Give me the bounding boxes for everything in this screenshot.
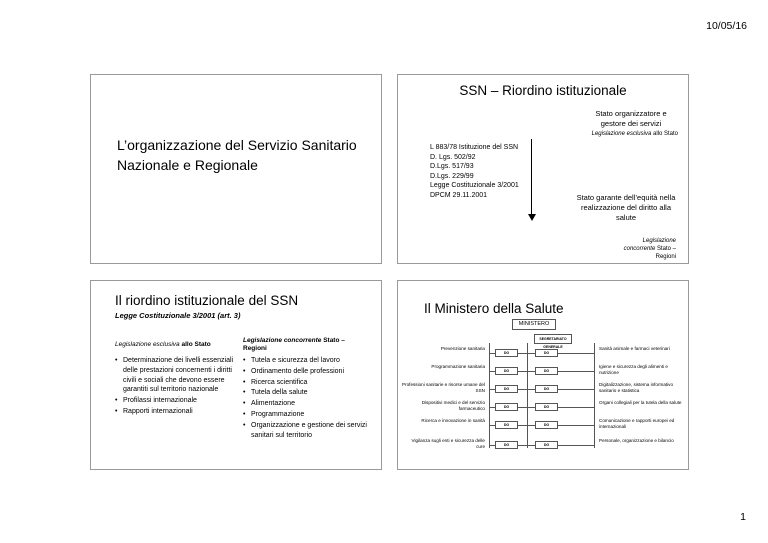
list-item: • Alimentazione [243,399,373,409]
dg-box: DG [535,385,558,393]
slide-2 [397,74,689,264]
concurrent-list [243,356,373,440]
list-item: • Determinazione dei livelli essenziali delle prestazioni concernenti i diritti civili e sociali che devono essere garantiti sul territorio nazionale [115,356,235,395]
directorate-right-label: Sanità animale e farmaci veterinari [599,346,670,351]
exclusive-legislation-italic: Legislazione esclusiva [591,131,652,137]
connector-line [518,371,527,372]
list-item: • Ricerca scientifica [243,378,373,388]
dg-box: DG [535,441,558,449]
list-item: • Tutela e sicurezza del lavoro [243,356,373,366]
directorate-right-label: Digitalizzazione, sistema informativo sanitario e statistica [599,382,674,393]
directorate-right-label: Igiene e sicurezza degli alimenti e nutrizione [599,364,668,375]
connector-line [558,445,594,446]
directorate-left-label: Ricerca e innovazione in sanità [421,418,485,423]
directorate-left-label: Prevenzione sanitaria [440,346,485,351]
law-item: D. Lgs. 502/92 [430,153,476,161]
dg-box: DG [495,441,518,449]
connector-line [558,407,594,408]
connector-line [518,389,527,390]
concurrent-legislation-rest: Stato – Regioni [655,246,676,260]
concurrent-legislation-italic: Legislazione concorrente [623,238,676,252]
dg-box: DG [495,421,518,429]
law-item: DPCM 29.11.2001 [430,191,488,199]
org-chart-row [398,345,688,359]
list-item: • Tutela della salute [243,388,373,398]
law-item: Legge Costituzionale 3/2001 [430,182,519,190]
connector-line [527,445,535,446]
slide-3-subtitle: Legge Costituzionale 3/2001 (art. 3) [115,311,241,320]
laws-list [430,143,519,201]
slide-3-title: Il riordino istituzionale del SSN [115,293,299,308]
list-item: • Ordinamento delle professioni [243,367,373,377]
exclusive-column-heading [115,341,211,348]
concurrent-heading-italic: Legislazione concorrente [243,337,322,344]
org-chart-row [398,381,688,395]
org-chart-row [398,437,688,451]
page-number: 1 [740,511,746,523]
connector-line [518,445,527,446]
page-date: 10/05/16 [706,20,747,32]
dg-box: DG [535,421,558,429]
dg-box: DG [535,403,558,411]
connector-line [558,353,594,354]
dg-box: DG [535,367,558,375]
slide-1-title: L’organizzazione del Servizio Sanitario Nazionale e Regionale [117,137,357,173]
exclusive-heading-rest: allo Stato [179,341,211,348]
dg-box: DG [495,349,518,357]
connector-line [527,425,535,426]
law-item: L 883/78 Istituzione del SSN [430,144,519,151]
directorate-left-label: Dispositivi medici e del servizio farmaceutico [421,400,485,411]
dg-box: DG [495,385,518,393]
connector-line [518,407,527,408]
secretariat-box: SEGRETARIATO GENERALE [534,334,572,344]
connector-line [518,353,527,354]
state-guarantor-label: Stato garante dell’equità nella realizzazione del diritto alla salute [576,193,676,222]
org-chart-row [398,399,688,413]
concurrent-legislation-note [614,237,676,261]
law-item: D.Lgs. 229/99 [430,172,474,180]
concurrent-heading-rest: Stato – Regioni [243,337,345,352]
dg-box: DG [495,367,518,375]
connector-line [527,353,535,354]
slide-1 [90,74,382,264]
law-item: D.Lgs. 517/93 [430,163,474,171]
timeline-arrow-head-icon [528,214,536,221]
connector-line [558,371,594,372]
list-item: • Rapporti internazionali [115,407,235,417]
concurrent-column-heading [243,337,363,353]
dg-box: DG [535,349,558,357]
connector-line [527,371,535,372]
state-organizer-label: Stato organizzatore e gestore dei servizi [595,109,667,128]
directorate-right-label: Personale, organizzazione e bilancio [599,438,674,443]
exclusive-list [115,356,235,417]
exclusive-heading-italic: Legislazione esclusiva [115,341,180,348]
dg-box: DG [495,403,518,411]
list-item: • Profilassi internazionale [115,396,235,406]
directorate-left-label: Programmazione sanitaria [431,364,485,369]
connector-line [558,389,594,390]
directorate-left-label: Professioni sanitarie e risorse umane del SSN [402,382,485,393]
directorate-right-label: Comunicazione e rapporti europei ed internazionali [599,418,675,429]
slide-3 [90,280,382,470]
slide-2-title: SSN – Riordino istituzionale [459,83,627,98]
slide-4 [397,280,689,470]
directorate-left-label: Vigilanza sugli enti e sicurezza delle cure [411,438,485,449]
org-chart-row [398,363,688,377]
org-chart-row [398,417,688,431]
connector-line [558,425,594,426]
connector-line [518,425,527,426]
slide-4-title: Il Ministero della Salute [424,301,564,316]
connector-line [527,407,535,408]
connector-line [527,389,535,390]
list-item: • Organizzazione e gestione dei servizi sanitari sul territorio [243,421,373,441]
list-item: • Programmazione [243,410,373,420]
exclusive-legislation-rest: allo Stato [651,131,678,137]
ministry-box: MINISTERO [512,319,556,330]
exclusive-legislation-note [592,131,678,137]
timeline-arrow-line [531,139,532,217]
directorate-right-label: Organi collegiali per la tutela della salute [599,400,682,405]
